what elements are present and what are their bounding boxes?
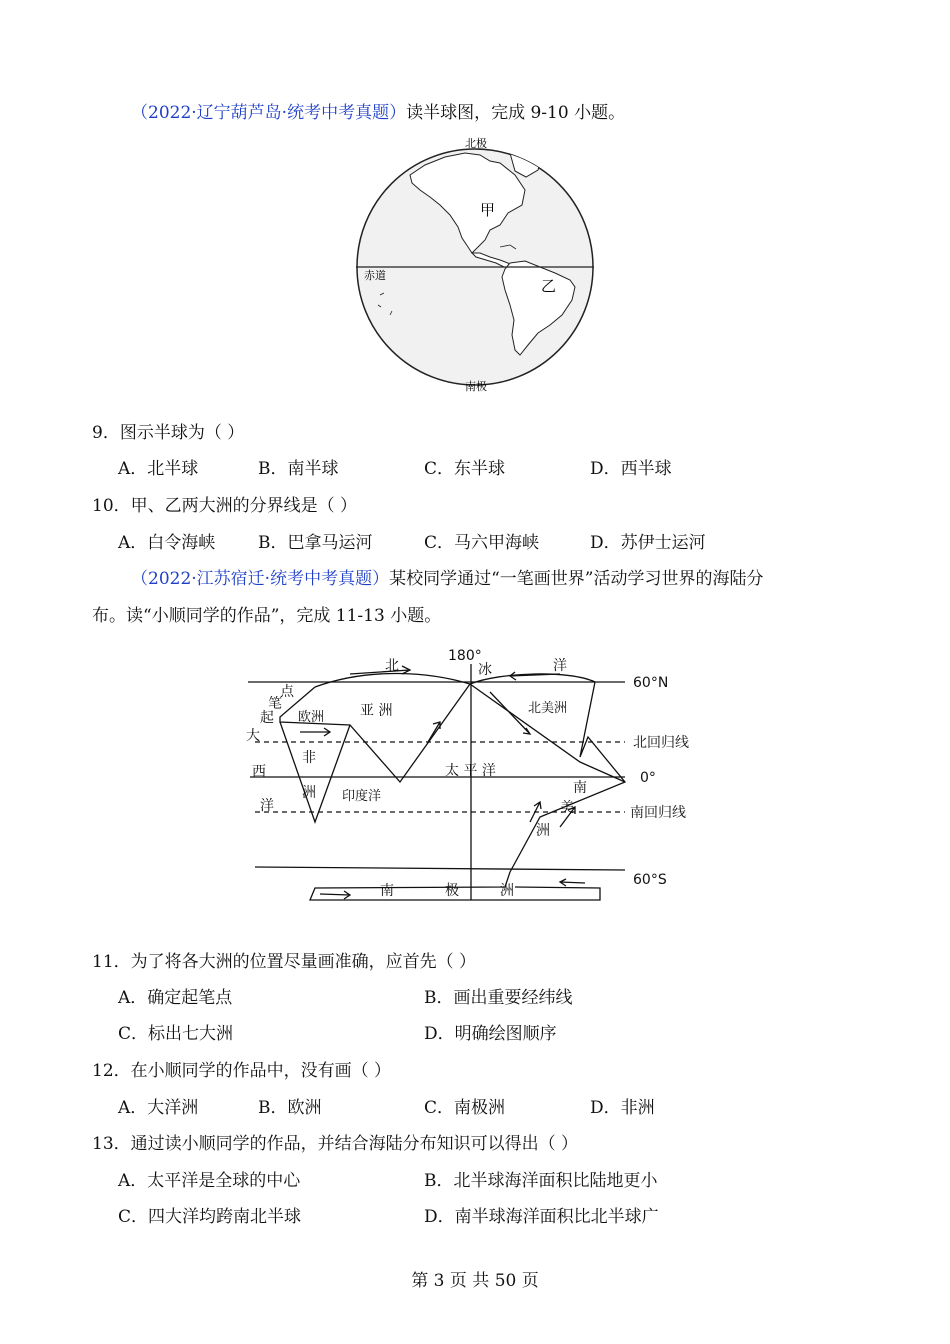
lon180-label: 180° (448, 648, 482, 664)
antarctica-ji: 极 (445, 883, 459, 899)
samerica-nan: 南 (573, 780, 587, 796)
q13-option-b[interactable]: B．北半球海洋面积比陆地更小 (424, 1171, 658, 1191)
hemisphere-map (350, 135, 600, 395)
q13-stem: 13．通过读小顺同学的作品，并结合海陆分布知识可以得出（ ） (92, 1134, 579, 1154)
q9-option-c[interactable]: C．东半球 (424, 459, 506, 479)
q10-stem: 10．甲、乙两大洲的分界线是（ ） (92, 496, 358, 516)
q9-option-b[interactable]: B．南半球 (258, 459, 339, 479)
q10-option-d[interactable]: D．苏伊士运河 (590, 533, 706, 553)
q11-option-d[interactable]: D．明确绘图顺序 (424, 1024, 557, 1044)
start-bi: 笔 (268, 696, 282, 712)
q10-option-c[interactable]: C．马六甲海峡 (424, 533, 540, 553)
tropic-n-label: 北回归线 (633, 735, 689, 751)
q9-option-d[interactable]: D．西半球 (590, 459, 672, 479)
arctic-bei: 北 (385, 658, 399, 674)
one-stroke-world-sketch (240, 642, 710, 912)
q12-option-b[interactable]: B．欧洲 (258, 1098, 322, 1118)
equator-label: 赤道 (364, 269, 386, 282)
indian-label: 印度洋 (342, 789, 382, 804)
q12-option-c[interactable]: C．南极洲 (424, 1098, 506, 1118)
atlantic-xi: 西 (252, 764, 266, 780)
equator-0-label: 0° (640, 770, 656, 786)
source-tag-2: （2022·江苏宿迁·统考中考真题） (131, 569, 390, 589)
q10-option-a[interactable]: A．白令海峡 (118, 533, 216, 553)
arctic-yang: 洋 (553, 658, 567, 674)
q11-stem: 11．为了将各大洲的位置尽量画准确，应首先（ ） (92, 952, 477, 972)
source-tag: （2022·辽宁葫芦岛·统考中考真题） (131, 103, 407, 123)
start-qi: 起 (260, 710, 274, 726)
intro-line-2 (131, 567, 763, 591)
q9-stem: 9．图示半球为（ ） (92, 423, 245, 443)
atlantic-yang: 洋 (260, 798, 274, 814)
arctic-bing: 冰 (478, 662, 492, 678)
pacific-label: 太 平 洋 (445, 763, 496, 779)
samerica-mei: 美 (560, 800, 574, 816)
tropic-s-label: 南回归线 (630, 805, 686, 821)
jia-label: 甲 (480, 201, 496, 219)
intro-text: 读半球图，完成 9-10 小题。 (406, 103, 626, 123)
q13-option-d[interactable]: D．南半球海洋面积比北半球广 (424, 1207, 659, 1227)
intro-line-1 (131, 101, 625, 125)
q12-stem: 12．在小顺同学的作品中，没有画（ ） (92, 1061, 392, 1081)
q11-option-a[interactable]: A．确定起笔点 (118, 988, 233, 1008)
page-footer: 第 3 页 共 50 页 (411, 1271, 539, 1291)
atlantic-da: 大 (246, 728, 260, 744)
q12-option-d[interactable]: D．非洲 (590, 1098, 655, 1118)
south-pole-label: 南极 (465, 380, 487, 393)
lat60n-label: 60°N (633, 675, 669, 691)
africa-fei: 非 (302, 750, 316, 766)
intro2-text-2: 布。读“小顺同学的作品”，完成 11-13 小题。 (92, 606, 442, 626)
yi-label: 乙 (541, 277, 557, 295)
antarctica-nan: 南 (380, 883, 394, 899)
q13-option-c[interactable]: C．四大洋均跨南北半球 (118, 1207, 302, 1227)
antarctica-zhou: 洲 (500, 883, 514, 899)
europe-label: 欧洲 (298, 710, 325, 725)
q13-option-a[interactable]: A．太平洋是全球的中心 (118, 1171, 301, 1191)
asia-label: 亚 洲 (360, 703, 393, 719)
q9-option-a[interactable]: A．北半球 (118, 459, 199, 479)
namerica-label: 北美洲 (528, 701, 568, 716)
q12-option-a[interactable]: A．大洋洲 (118, 1098, 199, 1118)
lat60s-label: 60°S (633, 872, 667, 888)
samerica-zhou: 洲 (536, 823, 550, 839)
intro2-text-1: 某校同学通过“一笔画世界”活动学习世界的海陆分 (389, 569, 764, 589)
q11-option-c[interactable]: C．标出七大洲 (118, 1024, 234, 1044)
africa-zhou: 洲 (302, 785, 316, 801)
start-dian: 点 (280, 684, 294, 700)
q11-option-b[interactable]: B．画出重要经纬线 (424, 988, 573, 1008)
q10-option-b[interactable]: B．巴拿马运河 (258, 533, 373, 553)
north-pole-label: 北极 (465, 137, 487, 150)
